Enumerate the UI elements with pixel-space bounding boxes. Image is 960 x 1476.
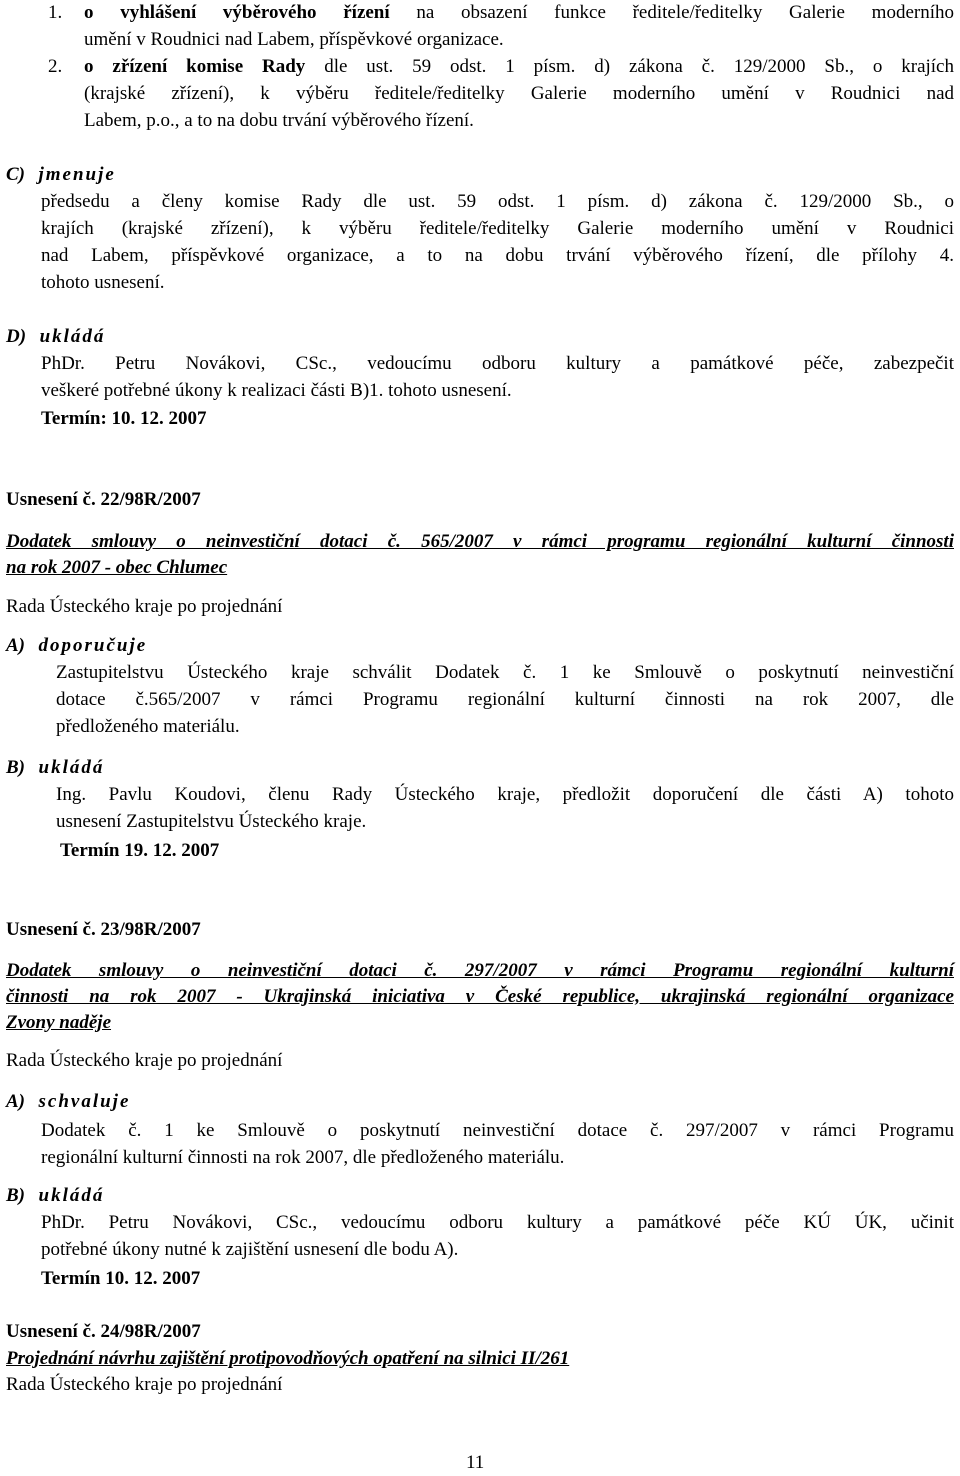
section-label: D) [6, 326, 27, 347]
resolution-title-cont: na rok 2007 - obec Chlumec [6, 557, 228, 578]
section-b-heading [6, 757, 104, 779]
resolution-title-cont: činnosti na rok 2007 - Ukrajinská iniciativa v České republice, ukrajinská regionální organizace [6, 986, 954, 1007]
section-verb: ukládá [38, 1185, 105, 1206]
bold-phrase: o vyhlášení výběrového řízení [84, 2, 390, 23]
a-line: Zastupitelstvu Ústeckého kraje schválit Dodatek č. 1 ke Smlouvě o poskytnutí neinvestiční [56, 662, 954, 683]
section-verb: ukládá [39, 326, 106, 347]
b-line: usnesení Zastupitelstvu Ústeckého kraje. [56, 811, 367, 832]
section-b-heading [6, 1185, 104, 1207]
resolution-number: Usnesení č. 24/98R/2007 [6, 1321, 201, 1342]
resolution-title-cont: Zvony naděje [6, 1012, 112, 1033]
c-line: tohoto usnesení. [41, 272, 165, 293]
resolution-title: Dodatek smlouvy o neinvestiční dotaci č. 565/2007 v rámci programu regionální kulturní činnosti [6, 531, 954, 552]
item-rest: na obsazení funkce ředitele/ředitelky Galerie moderního [389, 2, 954, 23]
section-a-heading [6, 635, 147, 657]
bold-phrase: o zřízení komise Rady [84, 56, 306, 77]
section-label: B) [6, 757, 25, 778]
b-line: potřebné úkony nutné k zajištění usnesení dle bodu A). [41, 1239, 459, 1260]
section-label: C) [6, 164, 25, 185]
a-line: regionální kulturní činnosti na rok 2007, dle předloženého materiálu. [41, 1147, 565, 1168]
b-line: PhDr. Petru Novákovi, CSc., vedoucímu odboru kultury a památkové péče KÚ ÚK, učinit [41, 1212, 954, 1233]
b-line: Ing. Pavlu Koudovi, členu Rady Ústeckého kraje, předložit doporučení dle části A) tohoto [56, 784, 954, 805]
section-verb: doporučuje [38, 635, 148, 656]
d-line: PhDr. Petru Novákovi, CSc., vedoucímu odboru kultury a památkové péče, zabezpečit [41, 353, 954, 374]
c-line: předsedu a členy komise Rady dle ust. 59 odst. 1 písm. d) zákona č. 129/2000 Sb., o [41, 191, 954, 212]
page-number: 11 [466, 1452, 485, 1473]
list-number: 2. [48, 56, 63, 77]
a-line: Dodatek č. 1 ke Smlouvě o poskytnutí neinvestiční dotace č. 297/2007 v rámci Programu [41, 1120, 954, 1141]
item-line2: (krajské zřízení), k výběru ředitele/ředitelky Galerie moderního umění v Roudnici nad [84, 83, 954, 104]
list-number: 1. [48, 2, 63, 23]
resolution-number: Usnesení č. 23/98R/2007 [6, 919, 201, 940]
a-line: předloženého materiálu. [56, 716, 240, 737]
intro-text: Rada Ústeckého kraje po projednání [6, 1374, 283, 1395]
intro-text: Rada Ústeckého kraje po projednání [6, 596, 283, 617]
resolution-title: Projednání návrhu zajištění protipovodňových opatření na silnici II/261 [6, 1348, 570, 1369]
deadline: Termín 10. 12. 2007 [41, 1268, 201, 1289]
resolution-number: Usnesení č. 22/98R/2007 [6, 489, 201, 510]
list-item-text [84, 2, 954, 24]
a-line: dotace č.565/2007 v rámci Programu regionální kulturní činnosti na rok 2007, dle [56, 689, 954, 710]
d-line: veškeré potřebné úkony k realizaci části B)1. tohoto usnesení. [41, 380, 512, 401]
section-label: A) [6, 1091, 25, 1112]
deadline: Termín 19. 12. 2007 [60, 840, 220, 861]
section-verb: schvaluje [38, 1091, 131, 1112]
item-line3: Labem, p.o., a to na dobu trvání výběrového řízení. [84, 110, 474, 131]
c-line: nad Labem, příspěvkové organizace, a to na dobu trvání výběrového řízení, dle přílohy 4. [41, 245, 954, 266]
list-item-text [84, 56, 954, 78]
section-c-heading [6, 164, 116, 186]
intro-text: Rada Ústeckého kraje po projednání [6, 1050, 283, 1071]
section-a-heading [6, 1091, 130, 1113]
deadline: Termín: 10. 12. 2007 [41, 408, 207, 429]
resolution-title: Dodatek smlouvy o neinvestiční dotaci č. 297/2007 v rámci Programu regionální kulturní [6, 960, 954, 981]
section-d-heading [6, 326, 105, 348]
section-verb: ukládá [38, 757, 105, 778]
c-line: krajích (krajské zřízení), k výběru ředitele/ředitelky Galerie moderního umění v Roudnici [41, 218, 954, 239]
section-label: B) [6, 1185, 25, 1206]
item-line2: umění v Roudnici nad Labem, příspěvkové organizace. [84, 29, 504, 50]
section-verb: jmenuje [38, 164, 116, 185]
item-rest: dle ust. 59 odst. 1 písm. d) zákona č. 129/2000 Sb., o krajích [305, 56, 954, 77]
section-label: A) [6, 635, 25, 656]
